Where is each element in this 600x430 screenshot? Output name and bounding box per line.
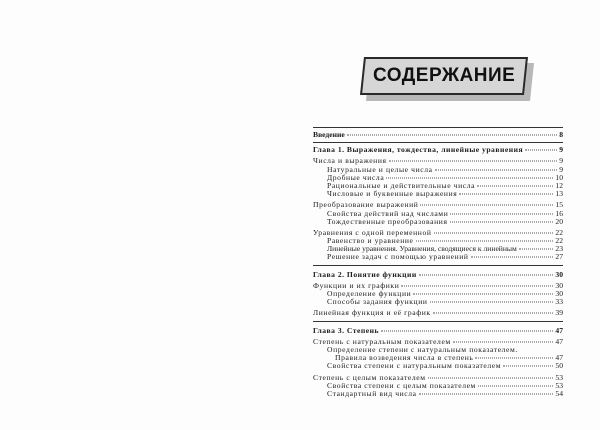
- toc-entry-label: Введение: [313, 130, 345, 139]
- toc-chapter-3[interactable]: [313, 327, 563, 335]
- subsection-label: Решение задач с помощью уравнений: [327, 252, 469, 262]
- leader-dots: [475, 358, 553, 359]
- subsection-label: Правила возведения числа в степень: [335, 353, 474, 363]
- leader-dots: [389, 161, 558, 162]
- subsection-label: Числовые и буквенные выражения: [327, 189, 458, 199]
- leader-dots: [453, 341, 554, 342]
- leader-dots: [416, 241, 554, 242]
- subsection-label: Равенство и уравнение: [327, 236, 414, 246]
- toc-entry-page: 33: [555, 297, 563, 307]
- chapter-title: Глава 3. Степень: [313, 325, 380, 335]
- toc-entry-page: 47: [555, 353, 563, 363]
- subsection-label: Стандартный вид числа: [327, 388, 417, 398]
- leader-dots: [430, 302, 554, 303]
- toc-entry-page: 53: [555, 372, 563, 382]
- subsection-label: Дробные числа: [327, 172, 385, 182]
- subsection-label: Свойства степени с натуральным показателем: [327, 361, 502, 371]
- section-label: Функции и их графики: [313, 280, 400, 290]
- toc-entry-page: 54: [555, 388, 563, 398]
- leader-dots: [347, 135, 557, 136]
- toc-entry-page: 13: [555, 189, 563, 199]
- toc-subsection[interactable]: [313, 253, 563, 261]
- toc-entry-page: 50: [555, 361, 563, 371]
- toc-entry-page: 9: [559, 156, 563, 166]
- subsection-label: Натуральные и целые числа: [327, 164, 433, 174]
- subsection-label: Тождественные преобразования: [327, 216, 448, 226]
- section-label: Числа и выражения: [313, 156, 387, 166]
- subsection-label: Линейные уравнения. Уравнения, сводящиеся к линейным: [327, 244, 517, 254]
- toc-entry-page: 53: [555, 380, 563, 390]
- leader-dots: [477, 185, 553, 186]
- toc-subsection[interactable]: [313, 390, 563, 398]
- subsection-label: Способы задания функции: [327, 297, 428, 307]
- leader-dots: [419, 393, 554, 394]
- toc-subsection[interactable]: [313, 190, 563, 198]
- leader-dots: [435, 169, 558, 170]
- subsection-label: Определение степени с натуральным показателем.: [327, 344, 518, 354]
- toc-chapter-2[interactable]: [313, 271, 563, 279]
- toc-entry-page: 23: [555, 244, 563, 254]
- section-label: Преобразование выражений: [313, 200, 419, 210]
- leader-dots: [519, 249, 554, 250]
- toc-entry-page: 22: [555, 227, 563, 237]
- section-label: Линейная функция и её график: [313, 308, 431, 318]
- leader-dots: [413, 294, 553, 295]
- page-title: СОДЕРЖАНИЕ: [372, 65, 516, 86]
- leader-dots: [433, 313, 554, 314]
- toc-entry-page: 15: [555, 200, 563, 210]
- toc-subsection[interactable]: [313, 218, 563, 226]
- leader-dots: [450, 213, 553, 214]
- toc-entry-page: 39: [555, 308, 563, 318]
- subsection-label: Свойства действий над числами: [327, 208, 449, 218]
- chapter-title: Глава 1. Выражения, тождества, линейные уравнения: [313, 145, 524, 155]
- toc-entry-page: 8: [559, 130, 563, 139]
- leader-dots: [386, 177, 553, 178]
- toc-subsection[interactable]: [313, 362, 563, 370]
- leader-dots: [420, 205, 553, 206]
- table-of-contents: [313, 127, 563, 398]
- subsection-label: Определение функции: [327, 289, 412, 298]
- section-label: Степень с натуральным показателем: [313, 336, 451, 346]
- contents-title-banner: [362, 57, 530, 97]
- toc-section[interactable]: [313, 309, 563, 317]
- leader-dots: [471, 257, 554, 258]
- subsection-label: Свойства степени с целым показателем: [327, 380, 476, 390]
- toc-entry-page: 10: [555, 172, 563, 182]
- toc-entry-page: 16: [555, 208, 563, 218]
- toc-entry-page: 20: [555, 216, 563, 226]
- toc-chapter-1[interactable]: [313, 146, 563, 154]
- toc-subsection[interactable]: [313, 298, 563, 306]
- toc-entry-page: 30: [555, 269, 563, 279]
- toc-entry-page: 47: [555, 336, 563, 346]
- subsection-label: Рациональные и действительные числа: [327, 180, 476, 190]
- toc-entry-page: 30: [555, 289, 563, 298]
- toc-entry-intro[interactable]: [313, 131, 563, 139]
- chapter-title: Глава 2. Понятие функции: [313, 269, 417, 279]
- section-label: Уравнения с одной переменной: [313, 227, 432, 237]
- leader-dots: [434, 232, 554, 233]
- leader-dots: [478, 385, 553, 386]
- leader-dots: [428, 377, 554, 378]
- leader-dots: [401, 285, 553, 286]
- toc-entry-page: 9: [559, 145, 563, 155]
- toc-entry-page: 22: [555, 236, 563, 246]
- leader-dots: [419, 274, 554, 275]
- leader-dots: [381, 330, 553, 331]
- leader-dots: [450, 221, 554, 222]
- leader-dots: [525, 150, 557, 151]
- toc-entry-page: 30: [555, 280, 563, 290]
- toc-entry-page: 47: [555, 325, 563, 335]
- toc-entry-page: 9: [559, 164, 563, 174]
- toc-entry-page: 27: [555, 252, 563, 262]
- toc-entry-page: 12: [555, 180, 563, 190]
- section-label: Степень с целым показателем: [313, 372, 426, 382]
- leader-dots: [459, 194, 553, 195]
- leader-dots: [503, 366, 553, 367]
- title-banner-box: [360, 57, 528, 95]
